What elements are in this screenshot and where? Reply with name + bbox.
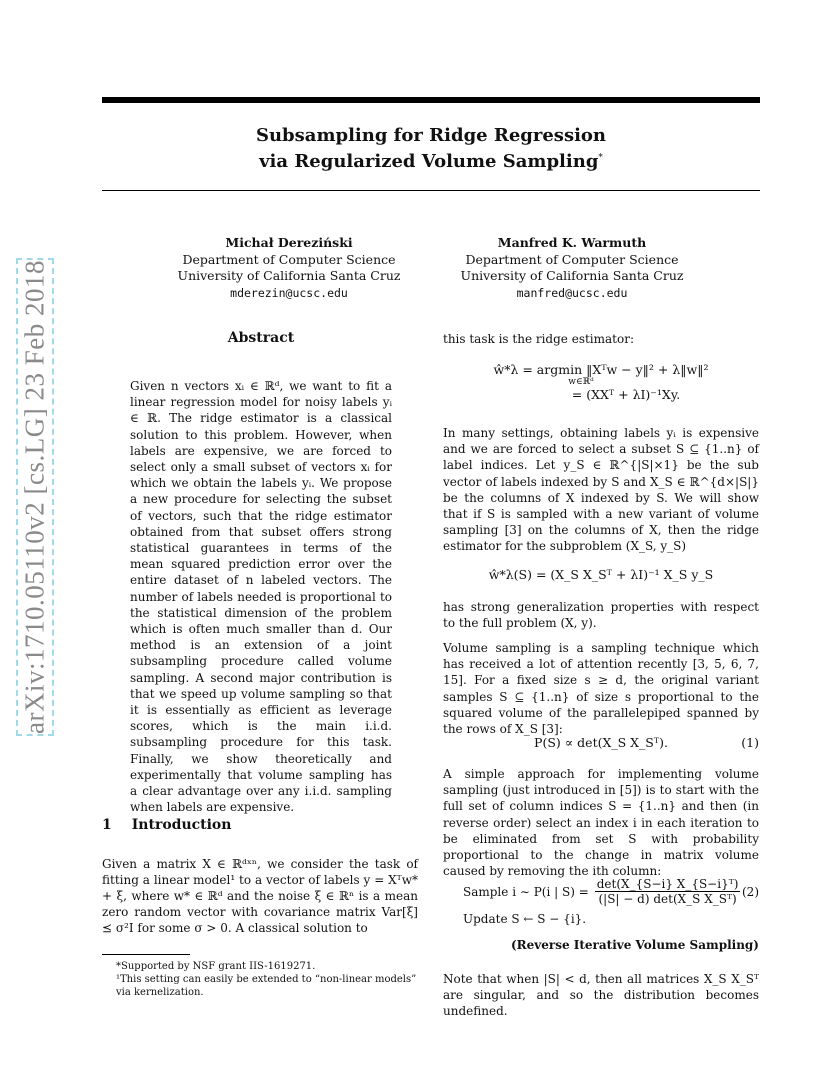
right-paragraph-6: Note that when |S| < d, then all matrices X_S X_Sᵀ are singular, and so the distribution becomes undefined. <box>443 972 759 1019</box>
equation-ridge-subscript: w∈ℝᵈ <box>568 377 594 387</box>
right-paragraph-4: Volume sampling is a sampling technique which has received a lot of attention recently [3, 5, 6, 7, 15]. For a fixed size s ≥ d, the original variant samples S ⊆ {1..n} of size s proportional to the squared volume of the parallelepiped spanned by the rows of X_S [3]: <box>443 641 759 737</box>
title-rule <box>102 190 760 191</box>
author-email[interactable]: mderezin@ucsc.edu <box>230 285 348 300</box>
section-number: 1 <box>102 817 112 833</box>
equation-2-fraction <box>595 877 741 906</box>
author-univ: University of California Santa Cruz <box>460 268 684 283</box>
author-dept: Department of Computer Science <box>182 251 396 267</box>
equation-subproblem: ŵ*λ(S) = (X_S X_Sᵀ + λI)⁻¹ X_S y_S <box>488 567 714 582</box>
title-line-1: Subsampling for Ridge Regression <box>255 125 607 146</box>
footnote-1: *Supported by NSF grant IIS-1619271. <box>116 961 316 972</box>
equation-ridge-line-1: ŵ*λ = argmin ‖Xᵀw − y‖² + λ‖w‖² <box>493 362 709 377</box>
footnotes <box>102 960 418 999</box>
equation-1 <box>443 735 759 750</box>
equation-ridge-line-2: = (XXᵀ + λI)⁻¹Xy. <box>571 387 681 402</box>
equation-2-denominator: (|S| − d) det(X_S X_Sᵀ) <box>598 892 737 906</box>
author-univ: University of California Santa Cruz <box>177 268 401 283</box>
equation-1-number: (1) <box>741 735 759 750</box>
arxiv-stamp[interactable] <box>16 258 54 736</box>
top-rule <box>102 97 760 103</box>
equation-1-expr: P(S) ∝ det(X_S X_Sᵀ). <box>534 735 668 750</box>
arxiv-stamp-text: arXiv:1710.05110v2 [cs.LG] 23 Feb 2018 <box>19 260 50 734</box>
section-heading <box>102 817 231 833</box>
abstract-heading: Abstract <box>227 330 295 346</box>
equation-2-lhs: Sample i ∼ P(i | S) = <box>463 884 589 899</box>
author-block-2 <box>443 235 701 301</box>
author-name: Manfred K. Warmuth <box>497 235 647 250</box>
footnote-rule <box>102 954 190 955</box>
paper-title <box>102 124 760 173</box>
equation-2 <box>463 877 759 926</box>
equation-2-update: Update S ← S − {i}. <box>463 912 587 926</box>
equation-2-number: (2) <box>742 884 759 899</box>
equation-2-numerator: det(X_{S−i} X_{S−i}ᵀ) <box>596 877 739 891</box>
right-paragraph-2: In many settings, obtaining labels yᵢ is expensive and we are forced to select a subset S ⊆ {1..n} of label indices. Let y_S ∈ ℝ^{|S|×1} be the sub vector of labels indexed by S and X_S ∈ ℝ^{d×|S|} be the columns of X indexed by S. We will show that if S is sampled with a new variant of volume sampling [3] on the columns of X, then the ridge estimator for the subproblem (X_S, y_S) <box>443 426 759 554</box>
title-footnote-mark: * <box>598 153 603 163</box>
right-paragraph-5: A simple approach for implementing volume sampling (just introduced in [5]) is to start with the full set of column indices S = {1..n} and then (in reverse order) select an index i in each iteration to be eliminated from set S with probability proportional to the change in matrix volume caused by removing the ith column: <box>443 767 759 879</box>
section-title: Introduction <box>131 817 232 833</box>
right-paragraph-1: this task is the ridge estimator: <box>443 332 634 346</box>
title-line-2: via Regularized Volume Sampling <box>259 151 599 172</box>
intro-paragraph: Given a matrix X ∈ ℝᵈˣⁿ, we consider the task of fitting a linear model¹ to a vector of labels y = Xᵀw* + ξ, where w* ∈ ℝᵈ and the noise ξ ∈ ℝⁿ is a mean zero random vector with covariance matrix Var[ξ] ⪯ σ²I for some σ > 0. A classical solution to <box>102 857 418 935</box>
author-block-1 <box>160 235 418 301</box>
author-email[interactable]: manfred@ucsc.edu <box>516 285 628 300</box>
author-dept: Department of Computer Science <box>465 251 679 267</box>
abstract-text: Given n vectors xᵢ ∈ ℝᵈ, we want to fit a linear regression model for noisy labels yᵢ ∈ ℝ. The ridge estimator is a classical solution to this problem. However, when labels are expensive, we are forced to select only a small subset of vectors xᵢ for which we obtain the labels yᵢ. We propose a new procedure for selecting the subset of vectors, such that the ridge estimator obtained from that subset offers strong statistical guarantees in terms of the mean squared prediction error over the entire dataset of n labeled vectors. The number of labels needed is proportional to the statistical dimension of the problem which is often much smaller than d. Our method is an extension of a joint subsampling procedure called volume sampling. A second major contribution is that we speed up volume sampling so that it is essentially as efficient as leverage scores, which is the main i.i.d. subsampling procedure for this task. Finally, we show theoretically and experimentally that volume sampling has a clear advantage over any i.i.d. sampling when labels are expensive. <box>130 379 392 815</box>
equation-ridge <box>443 362 759 402</box>
right-paragraph-3: has strong generalization properties with respect to the full problem (X, y). <box>443 600 759 631</box>
author-name: Michał Dereziński <box>225 235 353 250</box>
footnote-2: ¹This setting can easily be extended to “non-linear models” via kernelization. <box>116 974 417 998</box>
algorithm-label: (Reverse Iterative Volume Sampling) <box>510 938 759 952</box>
